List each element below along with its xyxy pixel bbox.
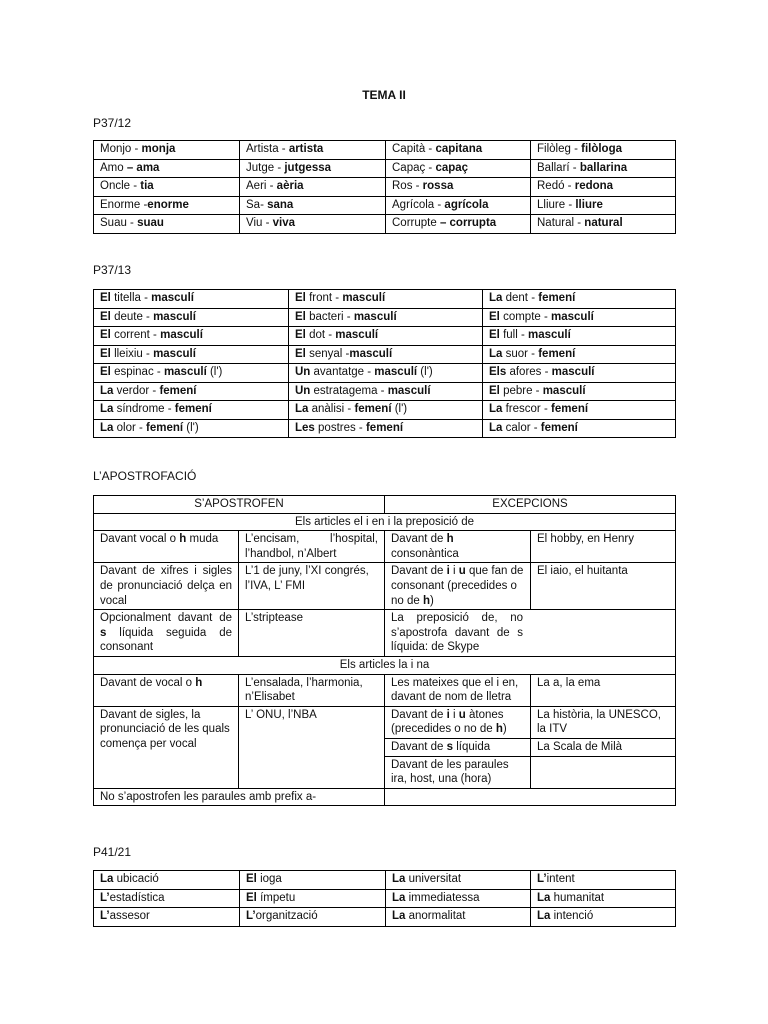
table-cell: Artista - artista [240,141,386,160]
table-cell: La anormalitat [386,908,531,927]
table-row [94,290,676,309]
table-cell: El corrent - masculí [94,327,289,346]
cell: Opcionalment davant de s líquida seguida de consonant [94,610,239,657]
table-row [94,563,676,610]
cell: Davant de xifres i sigles de pronunciació delça en vocal [94,563,239,610]
cell: Les mateixes que el i en, davant de nom de lletra [385,674,531,706]
table-row [94,364,676,383]
table-cell: Un estratagema - masculí [289,382,483,401]
table-cell: Suau - suau [94,215,240,234]
table-apostrofacio [93,495,676,806]
table-cell: La universitat [386,871,531,890]
table-row [94,656,676,674]
table-cell: La ubicació [94,871,240,890]
cell: Davant de i i u àtones (precedides o no de h) [385,706,531,738]
cell: Davant de les paraules ira, host, una (hora) [385,756,531,788]
table-row [94,788,676,806]
table-cell: El pebre - masculí [483,382,676,401]
table-row [94,871,676,890]
table-row [94,382,676,401]
table-cell: El ioga [240,871,386,890]
table-row [94,496,676,514]
table-p37-13 [93,289,676,438]
table-cell: Capaç - capaç [386,159,531,178]
table-cell: Un avantatge - masculí (l') [289,364,483,383]
cell: La història, la UNESCO, la ITV [531,706,676,738]
table-row [94,308,676,327]
table-cell: El full - masculí [483,327,676,346]
cell: L’1 de juny, l’XI congrés, l’IVA, L’ FMI [239,563,385,610]
table-cell: La verdor - femení [94,382,289,401]
cell: La a, la ema [531,674,676,706]
table-cell: La suor - femení [483,345,676,364]
table-cell: Jutge - jutgessa [240,159,386,178]
table-cell: El espinac - masculí (l') [94,364,289,383]
table-row [94,889,676,908]
table-cell: Sa- sana [240,196,386,215]
table-cell: Monjo - monja [94,141,240,160]
table-cell: La síndrome - femení [94,401,289,420]
table-cell: La olor - femení (l') [94,419,289,438]
table-row [94,159,676,178]
table-row [94,178,676,197]
table-p41-21 [93,870,676,927]
cell: El iaio, el huitanta [531,563,676,610]
table-cell: L’intent [531,871,676,890]
table-cell: Redó - redona [531,178,676,197]
cell: Davant de s líquida [385,738,531,756]
table-cell: El ímpetu [240,889,386,908]
page-title: TEMA II [362,88,406,102]
table-cell: El senyal -masculí [289,345,483,364]
table-row [94,706,676,738]
header-sapostrofen: S’APOSTROFEN [94,496,385,514]
table-cell: El compte - masculí [483,308,676,327]
cell: La Scala de Milà [531,738,676,756]
table-row [94,610,676,657]
table-cell: Viu - viva [240,215,386,234]
cell: L’ensalada, l’harmonia, n’Elisabet [239,674,385,706]
table-row [94,419,676,438]
section-label-p37-12: P37/12 [93,116,132,130]
table-cell: Oncle - tia [94,178,240,197]
table-cell: El dot - masculí [289,327,483,346]
table-cell: Corrupte – corrupta [386,215,531,234]
subheader-la-na: Els articles la i na [94,656,676,674]
table-cell: Els afores - masculí [483,364,676,383]
table-cell: Filòleg - filòloga [531,141,676,160]
section-label-apostrofacio: L’APOSTROFACIÓ [93,469,197,483]
cell: Davant de vocal o h [94,674,239,706]
table-cell: Ballarí - ballarina [531,159,676,178]
section-label-p41-21: P41/21 [93,845,132,859]
table-row [94,345,676,364]
section-label-p37-13: P37/13 [93,263,132,277]
cell: L’encisam, l’hospital, l’handbol, n’Albert [239,531,385,563]
table-row [94,513,676,531]
cell: El hobby, en Henry [531,531,676,563]
header-excepcions: EXCEPCIONS [385,496,676,514]
cell: Davant vocal o h muda [94,531,239,563]
cell: La preposició de, no s’apostrofa davant de s líquida: de Skype [385,610,676,657]
cell: Davant de sigles, la pronunciació de les quals comença per vocal [94,706,239,788]
table-cell: Capità - capitana [386,141,531,160]
table-p37-12 [93,140,676,234]
table-cell: El lleixiu - masculí [94,345,289,364]
table-cell: Natural - natural [531,215,676,234]
table-cell: La humanitat [531,889,676,908]
table-cell: El deute - masculí [94,308,289,327]
table-cell: Amo – ama [94,159,240,178]
table-cell: La immediatessa [386,889,531,908]
table-cell: L’estadística [94,889,240,908]
cell: L’ ONU, l’NBA [239,706,385,788]
table-cell: Lliure - lliure [531,196,676,215]
cell [385,788,676,806]
table-row [94,401,676,420]
table-cell: L’assesor [94,908,240,927]
table-cell: La dent - femení [483,290,676,309]
table-cell: La intenció [531,908,676,927]
table-cell: La calor - femení [483,419,676,438]
table-cell: Enorme -enorme [94,196,240,215]
table-cell: Les postres - femení [289,419,483,438]
table-cell: Aeri - aèria [240,178,386,197]
table-cell: L’organització [240,908,386,927]
table-cell: La anàlisi - femení (l') [289,401,483,420]
table-row [94,327,676,346]
table-row [94,908,676,927]
footer-note: No s’apostrofen les paraules amb prefix a- [94,788,385,806]
table-row [94,674,676,706]
table-cell: El bacteri - masculí [289,308,483,327]
table-cell: Ros - rossa [386,178,531,197]
table-row [94,531,676,563]
table-cell: El titella - masculí [94,290,289,309]
table-cell: Agrícola - agrícola [386,196,531,215]
table-row [94,141,676,160]
cell: Davant de h consonàntica [385,531,531,563]
table-row [94,215,676,234]
subheader-el-en-de: Els articles el i en i la preposició de [94,513,676,531]
table-cell: El front - masculí [289,290,483,309]
cell [531,756,676,788]
table-row [94,196,676,215]
cell: Davant de i i u que fan de consonant (precedides o no de h) [385,563,531,610]
table-cell: La frescor - femení [483,401,676,420]
cell: L’striptease [239,610,385,657]
